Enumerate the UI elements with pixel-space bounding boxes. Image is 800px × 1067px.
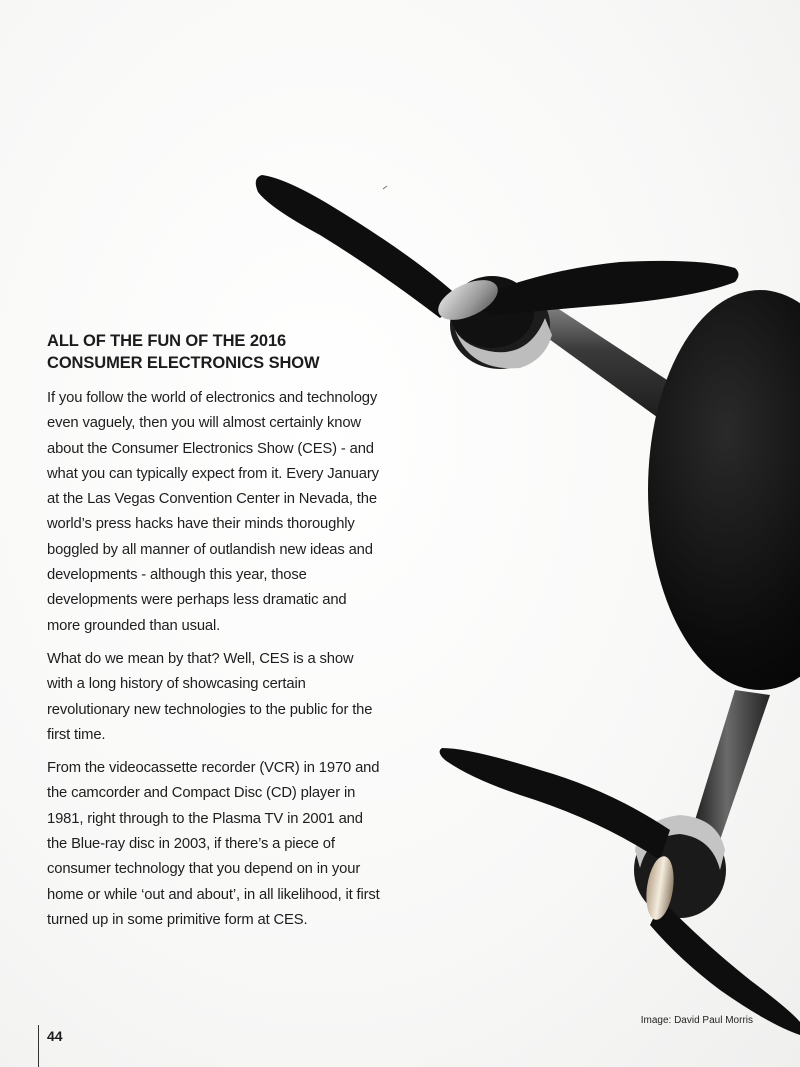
drone-body bbox=[648, 290, 800, 690]
upper-propeller-blade-right bbox=[470, 261, 739, 316]
headline-line-1: ALL OF THE FUN OF THE 2016 bbox=[47, 332, 287, 350]
article bbox=[47, 330, 382, 941]
headline-line-2: CONSUMER ELECTRONICS SHOW bbox=[47, 354, 320, 372]
article-paragraph-3: From the videocassette recorder (VCR) in 1970 and the camcorder and Compact Disc (CD) player in 1981, right through to the Plasma TV in 2001 and the Blue-ray disc in 2003, if there’s a piece of consumer technology that you depend on in your home or while ‘out and about’, in all likelihood, it first turned up in some primitive form at CES. bbox=[47, 760, 380, 928]
upper-propeller-blade-left bbox=[256, 175, 462, 318]
folio-rule bbox=[38, 1025, 39, 1067]
lower-arm bbox=[692, 690, 770, 840]
article-paragraph-1: If you follow the world of electronics and technology even vaguely, then you will almost certainly know about the Consumer Electronics Show (CES) - and what you can typically expect from it. Every January at the Las Vegas Convention Center in Nevada, the world’s press hacks have their minds thoroughly boggled by all manner of outlandish new ideas and developments - although this year, those developments were perhaps less dramatic and more grounded than usual. bbox=[47, 390, 379, 634]
article-paragraph-2: What do we mean by that? Well, CES is a show with a long history of showcasing certain revolutionary new technologies to the public for the first time. bbox=[47, 650, 373, 743]
article-headline bbox=[47, 330, 382, 374]
image-credit: Image: David Paul Morris bbox=[640, 1015, 753, 1026]
page-number: 44 bbox=[47, 1028, 63, 1044]
lower-propeller-blade-left bbox=[440, 748, 670, 860]
